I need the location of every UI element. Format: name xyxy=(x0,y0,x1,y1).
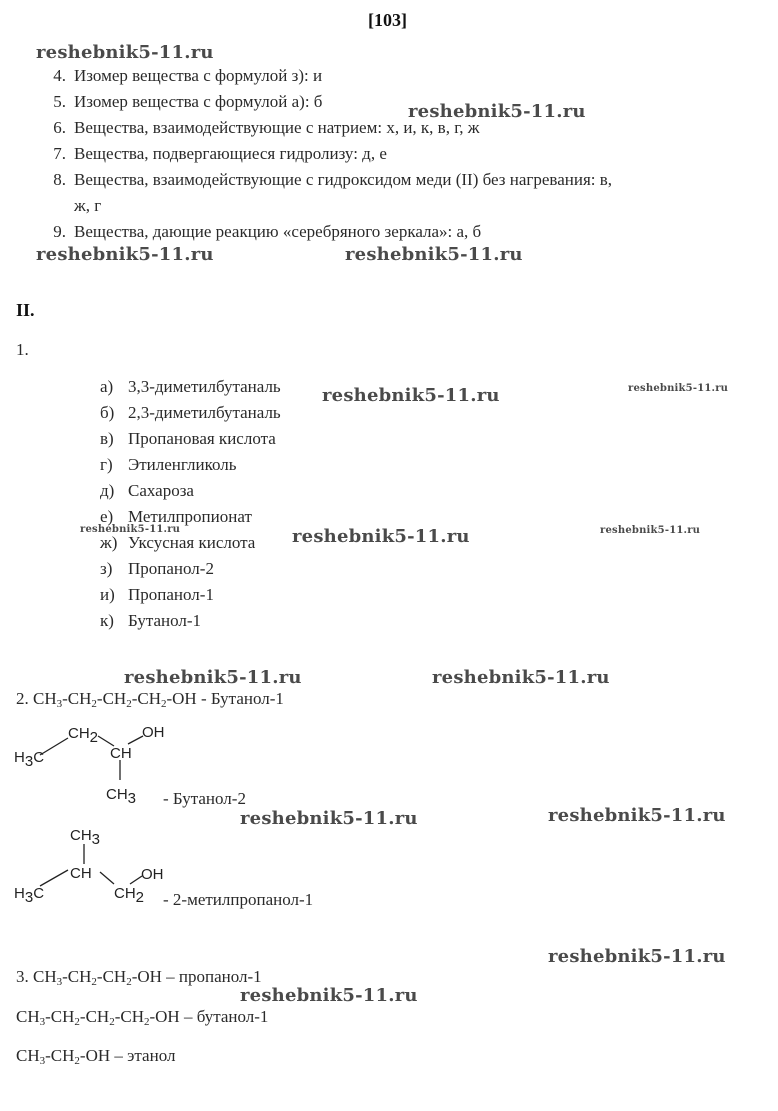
task3-line: 3. $CH_3-CH_2-CH_2-OH$ – пропанол-1 xyxy=(16,967,262,988)
watermark: reshebnik5-11.ru xyxy=(240,985,418,1006)
answer-line: 7. Вещества, подвергающиеся гидролизу: д, е xyxy=(53,144,387,163)
label-ch2: CH2 xyxy=(68,725,99,746)
label-ch: CH xyxy=(70,865,92,882)
task-label: 1. xyxy=(16,340,29,359)
compound-item: в) Пропановая кислота xyxy=(100,429,276,448)
compound-item: е) Метилпропионат xyxy=(100,507,252,526)
watermark: reshebnik5-11.ru xyxy=(548,805,726,826)
structure-butanol-2 xyxy=(10,718,165,808)
watermark: reshebnik5-11.ru xyxy=(345,244,523,265)
label-ch: CH xyxy=(110,745,132,762)
watermark: reshebnik5-11.ru xyxy=(322,385,500,406)
task3-line: $CH_3-CH_2-OH$ – этанол xyxy=(16,1046,176,1067)
label-oh: OH xyxy=(142,724,165,741)
compound-item: б) 2,3-диметилбутаналь xyxy=(100,403,281,422)
compound-item: г) Этиленгликоль xyxy=(100,455,237,474)
section-title: II. xyxy=(16,300,35,320)
watermark: reshebnik5-11.ru xyxy=(432,667,610,688)
watermark: reshebnik5-11.ru xyxy=(124,667,302,688)
compound-item: а) 3,3-диметилбутаналь xyxy=(100,377,281,396)
compound-item: д) Сахароза xyxy=(100,481,194,500)
watermark: reshebnik5-11.ru xyxy=(36,42,214,63)
answer-line: 5. Изомер вещества с формулой а): б xyxy=(53,92,323,111)
watermark: reshebnik5-11.ru xyxy=(240,808,418,829)
watermark: reshebnik5-11.ru xyxy=(600,525,701,536)
structure-name: - Бутанол-2 xyxy=(163,789,246,808)
task3-line: $CH_3-CH_2-CH_2-CH_2-OH$ – бутанол-1 xyxy=(16,1007,269,1028)
compound-item: з) Пропанол-2 xyxy=(100,559,214,578)
label-h3c: H3C xyxy=(14,885,45,906)
compound-item: к) Бутанол-1 xyxy=(100,611,202,630)
compound-item: и) Пропанол-1 xyxy=(100,585,214,604)
answer-line-continuation: ж, г xyxy=(74,196,102,215)
label-ch3: CH3 xyxy=(70,827,101,848)
answer-line: 6. Вещества, взаимодействующие с натрием: х, и, к, в, г, ж xyxy=(53,118,480,137)
compound-item: ж) Уксусная кислота xyxy=(100,533,256,552)
task2-formula: 2. $CH_3-CH_2-CH_2-CH_2-OH$ - Бутанол-1 xyxy=(16,689,284,710)
watermark: reshebnik5-11.ru xyxy=(292,526,470,547)
answer-line: 9. Вещества, дающие реакцию «серебряного зеркала»: а, б xyxy=(53,222,482,241)
label-oh: OH xyxy=(141,866,164,883)
structure-2-methylpropanol-1 xyxy=(10,822,170,912)
watermark: reshebnik5-11.ru xyxy=(80,524,181,535)
answer-line: 8. Вещества, взаимодействующие с гидроксидом меди (II) без нагревания: в, xyxy=(53,170,613,189)
watermark: reshebnik5-11.ru xyxy=(408,101,586,122)
structure-name: - 2-метилпропанол-1 xyxy=(163,890,314,909)
page-number: [103] xyxy=(368,10,407,30)
label-ch2: CH2 xyxy=(114,885,145,906)
watermark: reshebnik5-11.ru xyxy=(36,244,214,265)
watermark: reshebnik5-11.ru xyxy=(548,946,726,967)
answer-line: 4. Изомер вещества с формулой з): и xyxy=(53,66,323,85)
label-h3c: H3C xyxy=(14,749,45,770)
watermark: reshebnik5-11.ru xyxy=(628,383,729,394)
label-ch3: CH3 xyxy=(106,786,137,807)
